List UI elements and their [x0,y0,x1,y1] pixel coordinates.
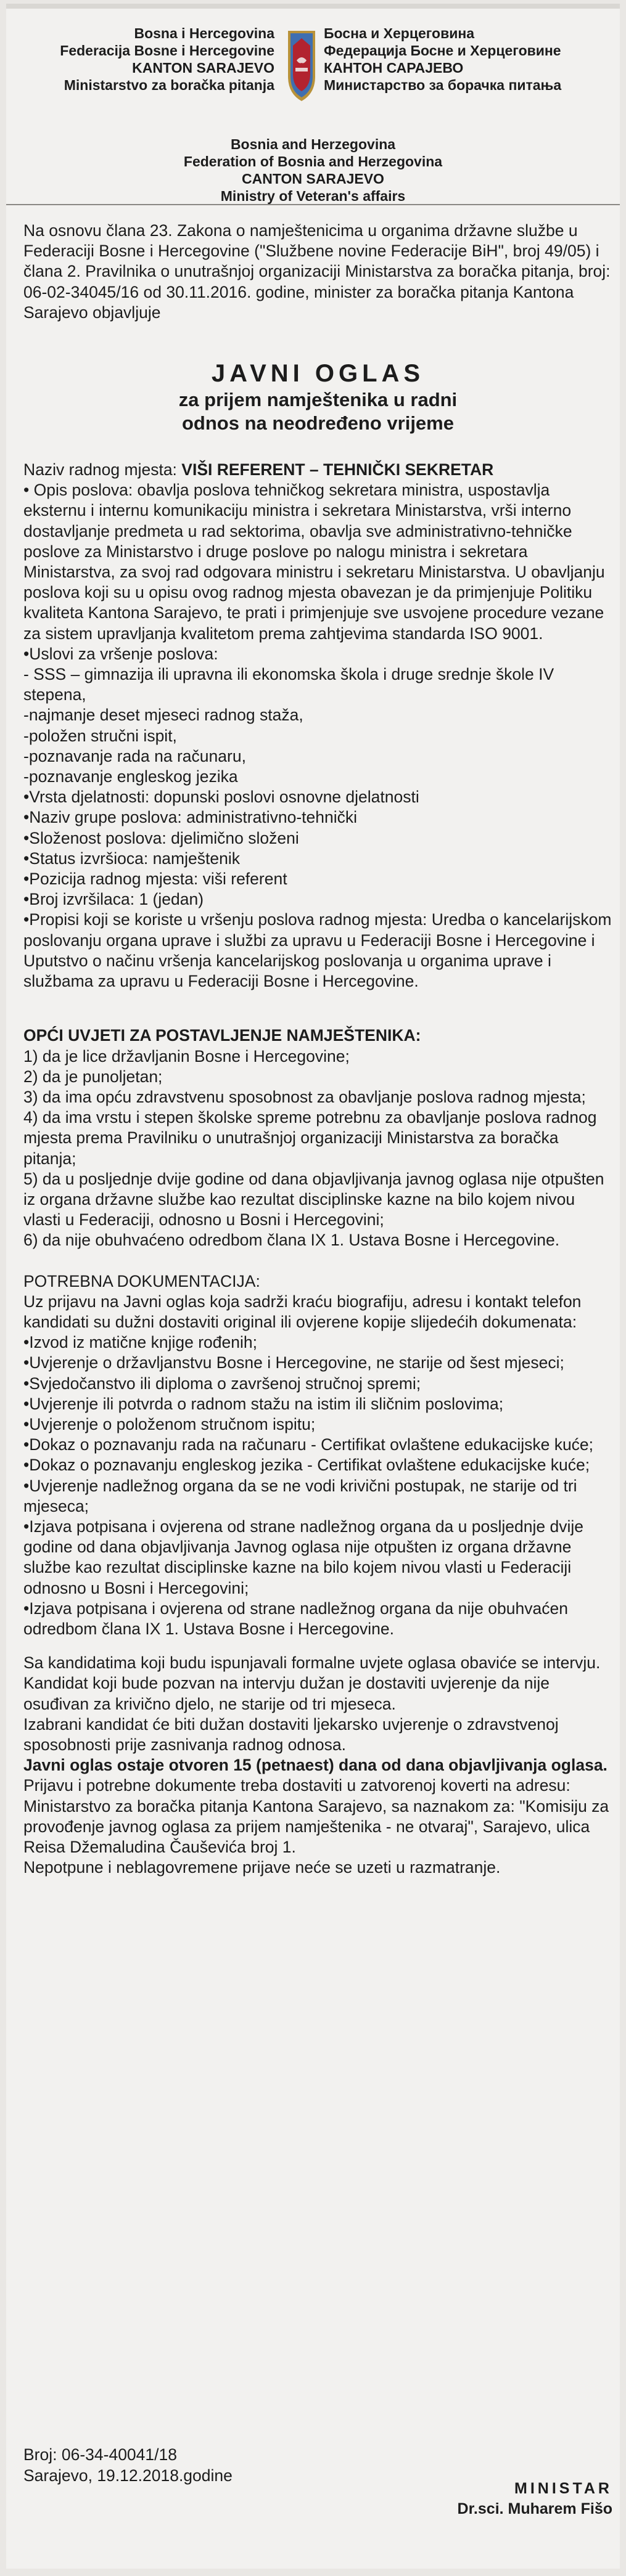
requirements-label: •Uslovi za vršenje poslova: [23,644,218,663]
notice-title-main: JAVNI OGLAS [211,360,425,388]
general-condition-item: 1) da je lice državljanin Bosne i Hercegovine; [23,1046,350,1066]
reference-number: Broj: 06-34-40041/18 [23,2445,177,2464]
letterhead-english-line: Bosnia and Herzegovina [230,136,396,152]
criminal-record-paragraph: Kandidat koji bude pozvan na intervju dužan je dostaviti uvjerenje da nije osuđivan za krivično djelo, ne starije od tri mjeseca. [23,1674,550,1713]
job-detail: •Složenost poslova: djelimično složeni [23,828,299,847]
letterhead-latin [60,25,274,94]
letterhead-cyrillic-line: КАНТОН САРАЈЕВО [324,60,464,76]
document-item: •Izvod iz matične knjige rođenih; [23,1333,257,1352]
document-item: •Dokaz o poznavanju engleskog jezika - Certifikat ovlaštene edukacijske kuće; [23,1456,590,1475]
general-condition-item: 6) da nije obuhvaćeno odredbom člana IX 1. Ustava Bosne i Hercegovine. [23,1231,560,1250]
job-detail: •Naziv grupe poslova: administrativno-tehnički [23,808,357,827]
general-conditions-heading: OPĆI UVJETI ZA POSTAVLJENJE NAMJEŠTENIKA: [23,1026,421,1045]
letterhead-english-line: CANTON SARAJEVO [242,171,384,187]
letterhead-english [6,136,620,205]
requirement-item: -položen stručni ispit, [23,726,177,745]
regulations-paragraph: •Propisi koji se koriste u vršenju poslova radnog mjesta: Uredba o kancelarijskom poslovanju organa uprave i službi za upravu u Federaciji Bosne i Hercegovine i Uputstvo o načinu vršenja kancelarijskog poslovanja u organima uprave i službama za upravu u Federaciji Bosne i Hercegovine. [23,910,612,991]
letterhead-cyrillic-line: Федерација Босне и Херцеговине [324,43,561,59]
document-item: •Uvjerenje ili potvrda o radnom stažu na istim ili sličnim poslovima; [23,1394,504,1413]
requirement-item: - SSS – gimnazija ili upravna ili ekonomska škola i druge srednje škole IV stepena, [23,665,554,704]
letterhead-cyrillic-line: Министарство за борачка питања [324,77,562,93]
notice-title-sub: odnos na neodređeno vrijeme [182,412,454,434]
medical-paragraph: Izabrani kandidat će biti dužan dostaviti ljekarsko uvjerenje o zdravstvenoj sposobnosti prije zasnivanja radnog odnosa. [23,1714,559,1754]
minister-label: MINISTAR [514,2480,612,2497]
job-detail: •Broj izvršilaca: 1 (jedan) [23,890,204,909]
document-item: •Uvjerenje o položenom stručnom ispitu; [23,1414,316,1433]
requirement-item: -poznavanje engleskog jezika [23,767,238,786]
requirement-item: -najmanje deset mjeseci radnog staža, [23,706,303,725]
notice-title [23,359,612,435]
intro-paragraph: Na osnovu člana 23. Zakona o namještenicima u organima državne službe u Federaciji Bosne i Hercegovine ("Službene novine Federacije BiH", broj 49/05) i člana 2. Pravilnika o unutrašnjoj organizaciji Ministarstva za boračka pitanja, broj: 06-02-34045/16 od 30.11.2016. godine, minister za boračka pitanja Kantona Sarajevo objavljuje [23,221,611,322]
cantonal-crest-icon [286,27,318,104]
header-divider [6,204,620,205]
document-item: •Dokaz o poznavanju rada na računaru - Certifikat ovlaštene edukacijske kuće; [23,1435,594,1454]
letterhead-english-line: Federation of Bosnia and Herzegovina [183,153,443,169]
deadline-paragraph: Javni oglas ostaje otvoren 15 (petnaest) dana od dana objavljivanja oglasa. [23,1756,607,1775]
document-item: •Izjava potpisana i ovjerena od strane nadležnog organa da u posljednje dvije godine od dana objavljivanja Javnog oglasa nije otpušten iz organa državne službe kao rezultat disciplinske kazne na bilo kojem nivou vlasti u Federaciji odnosno u Bosni i Hercegovini; [23,1517,583,1597]
document-item: •Uvjerenje o državljanstvu Bosne i Hercegovine, ne starije od šest mjeseci; [23,1353,564,1372]
general-condition-item: 4) da ima vrstu i stepen školske spreme potrebnu za obavljanje poslova radnog mjesta prema Pravilniku o unutrašnjoj organizaciji Ministarstva za boračka pitanja; [23,1108,597,1168]
position-line [23,460,612,480]
document-item: •Uvjerenje nadležnog organa da se ne vodi krivični postupak, ne starije od tri mjeseca; [23,1476,577,1515]
interview-paragraph: Sa kandidatima koji budu ispunjavali formalne uvjete oglasa obaviće se intervju. [23,1653,601,1673]
general-condition-item: 5) da u posljednje dvije godine od dana objavljivanja javnog oglasa nije otpušten iz organa državne službe kao rezultat disciplinske kazne na bilo kojem nivou vlasti u Federaciji, odnosno u Bosni i Hercegovini; [23,1169,604,1229]
signature-block [458,2479,612,2519]
submission-paragraph: Prijavu i potrebne dokumente treba dostaviti u zatvorenoj koverti na adresu: Ministarstvo za boračka pitanja Kantona Sarajevo, sa naznakom za: "Komisiju za provođenje javnog oglasa za prijem namještenika - ne otvaraj", Sarajevo, ulica Reisa Džemaludina Čauševića broj 1. [23,1776,609,1857]
job-detail: •Status izvršioca: namještenik [23,849,240,868]
minister-name: Dr.sci. Muharem Fišo [457,2500,612,2517]
letterhead-latin-line: Ministarstvo za boračka pitanja [64,77,274,93]
position-name: VIŠI REFERENT – TEHNIČKI SEKRETAR [181,460,494,479]
notice-footer [23,2444,612,2517]
letterhead-latin-line: KANTON SARAJEVO [132,60,274,76]
requirement-item: -poznavanje rada na računaru, [23,746,246,765]
job-description: • Opis poslova: obavlja poslova tehničkog sekretara ministra, uspostavlja eksternu i internu komunikaciju ministra i sekretara Ministarstva, vrši interno dostavljanje predmeta u rad sektorima, obavlja sve administrativno-tehničke poslove za Ministarstvo i druge poslove po nalogu ministra i sekretara Ministarstva, za svoj rad odgovara ministru i sekretaru Ministarstva. U obavljanju poslova koji su u opisu ovog radnog mjesta obavezan je da primjenjuje Politiku kvaliteta Kantona Sarajevo, te prati i primjenjuje sve usvojene procedure vezane za sistem upravljanja kvalitetom prema zahtjevima standarda ISO 9001. [23,481,605,643]
notice-title-sub: za prijem namještenika u radni [178,389,458,411]
document-item: •Svjedočanstvo ili diploma o završenoj stručnoj spremi; [23,1374,421,1393]
page-top-strip [6,4,620,9]
letterhead-cyrillic-line: Босна и Херцеговина [324,25,475,41]
notice-body [23,207,612,1878]
letterhead-latin-line: Bosna i Hercegovina [134,25,274,41]
documents-intro: Uz prijavu na Javni oglas koja sadrži kraću biografiju, adresu i kontakt telefon kandidati su dužni dostaviti original ili ovjerene kopije slijedećih dokumenata: [23,1292,582,1331]
documents-heading: POTREBNA DOKUMENTACIJA: [23,1271,260,1290]
job-detail: •Vrsta djelatnosti: dopunski poslovi osnovne djelatnosti [23,788,419,807]
letterhead-cyrillic [324,25,561,94]
letterhead-english-line: Ministry of Veteran's affairs [220,188,406,204]
newspaper-page [6,4,620,2569]
general-condition-item: 3) da ima opću zdravstvenu sposobnost za obavljanje poslova radnog mjesta; [23,1087,586,1106]
place-date: Sarajevo, 19.12.2018.godine [23,2466,233,2485]
document-item: •Izjava potpisana i ovjerena od strane nadležnog organa da nije obuhvaćen odredbom člana IX 1. Ustava Bosne i Hercegovine. [23,1599,568,1638]
general-condition-item: 2) da je punoljetan; [23,1067,163,1086]
letterhead [6,12,620,136]
position-label: Naziv radnog mjesta: [23,460,177,479]
incomplete-notice: Nepotpune i neblagovremene prijave neće se uzeti u razmatranje. [23,1858,501,1877]
letterhead-latin-line: Federacija Bosne i Hercegovine [60,43,274,59]
job-detail: •Pozicija radnog mjesta: viši referent [23,870,287,889]
